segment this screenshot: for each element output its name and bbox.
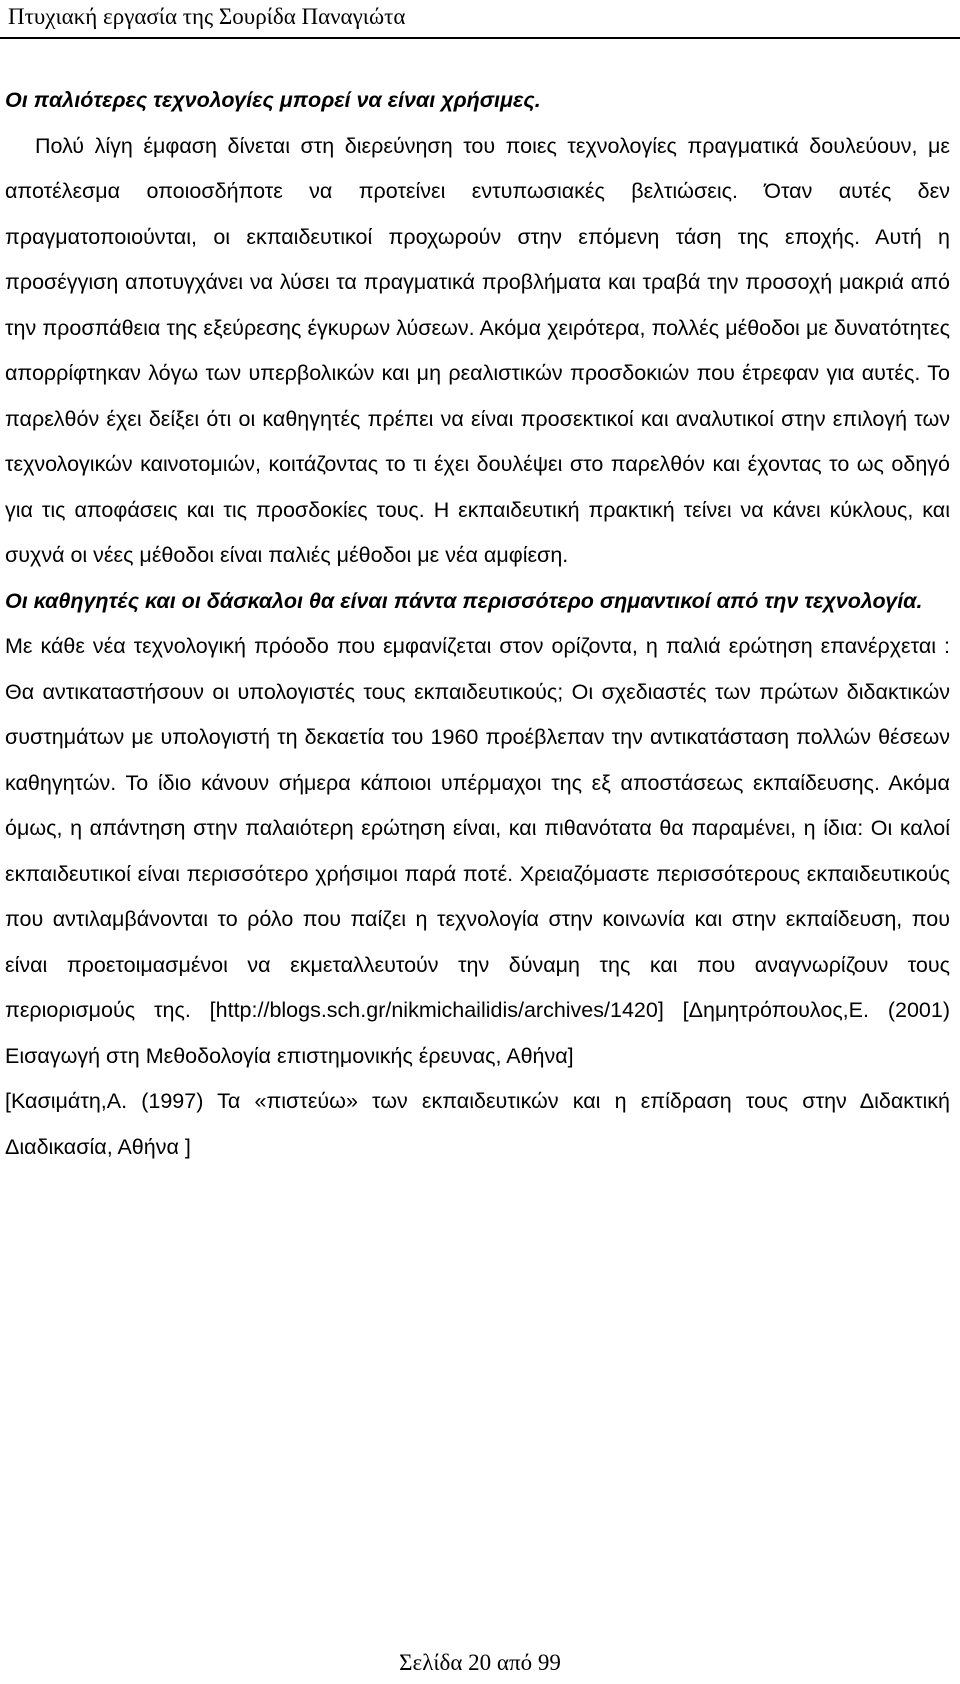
section-heading-old-technologies: Οι παλιότερες τεχνολογίες μπορεί να είναι χρήσιμες.: [5, 88, 541, 112]
page-header: Πτυχιακή εργασία της Σουρίδα Παναγιώτα: [8, 4, 406, 29]
header-divider: [0, 37, 960, 39]
section-paragraph-teachers-importance: Με κάθε νέα τεχνολογική πρόοδο που εμφανίζεται στον ορίζοντα, η παλιά ερώτηση επανέρχεται : Θα αντικαταστήσουν οι υπολογιστές τους εκπαιδευτικούς; Οι σχεδιαστές των πρώτων διδακτικών συστημάτων με υπολογιστή τη δεκαετία του 1960 προέβλεπαν την αντικατάσταση πολλών θέσεων καθηγητών. Το ίδιο κάνουν σήμερα κάποιοι υπέρμαχοι της εξ αποστάσεως εκπαίδευσης. Ακόμα όμως, η απάντηση στην παλαιότερη ερώτηση είναι, και πιθανότατα θα παραμένει, η ίδια: Οι καλοί εκπαιδευτικοί είναι περισσότερο χρήσιμοι παρά ποτέ. Χρειαζόμαστε περισσότερους εκπαιδευτικούς που αντιλαμβάνονται το ρόλο που παίζει η τεχνολογία στην κοινωνία και στην εκπαίδευση, που είναι προετοιμασμένοι να εκμεταλλευτούν την δύναμη της και που αναγνωρίζουν τους περιορισμούς της. [http://blogs.sch.gr/nikmichailidis/archives/1420] [Δημητρόπουλος,Ε. (2001) Εισαγωγή στη Μεθοδολογία επιστημονικής έρευνας, Αθήνα]: [5, 634, 950, 1068]
section-paragraph-old-technologies: Πολύ λίγη έμφαση δίνεται στη διερεύνηση του ποιες τεχνολογίες πραγματικά δουλεύουν, με αποτέλεσμα οποιοσδήποτε να προτείνει εντυπωσιακές βελτιώσεις. Όταν αυτές δεν πραγματοποιούνται, οι εκπαιδευτικοί προχωρούν στην επόμενη τάση της εποχής. Αυτή η προσέγγιση αποτυγχάνει να λύσει τα πραγματικά προβλήματα και τραβά την προσοχή μακριά από την προσπάθεια της εξεύρεσης έγκυρων λύσεων. Ακόμα χειρότερα, πολλές μέθοδοι με δυνατότητες απορρίφτηκαν λόγω των υπερβολικών και μη ρεαλιστικών προσδοκιών που έτρεφαν για αυτές. Το παρελθόν έχει δείξει ότι οι καθηγητές πρέπει να είναι προσεκτικοί και αναλυτικοί στην επιλογή των τεχνολογικών καινοτομιών, κοιτάζοντας το τι έχει δουλέψει στο παρελθόν και έχοντας το ως οδηγό για τις αποφάσεις και τις προσδοκίες τους. Η εκπαιδευτική πρακτική τείνει να κάνει κύκλους, και συχνά οι νέες μέθοδοι είναι παλιές μέθοδοι με νέα αμφίεση.: [5, 133, 950, 567]
page-number: Σελίδα 20 από 99: [399, 1650, 561, 1675]
reference-kasimati: [Κασιμάτη,Α. (1997) Τα «πιστεύω» των εκπαιδευτικών και η επίδραση τους στην Διδακτική Διαδικασία, Αθήνα ]: [5, 1089, 950, 1159]
section-heading-teachers-importance: Οι καθηγητές και οι δάσκαλοι θα είναι πάντα περισσότερο σημαντικοί από την τεχνολογία.: [5, 588, 923, 613]
document-body: [5, 78, 950, 1170]
